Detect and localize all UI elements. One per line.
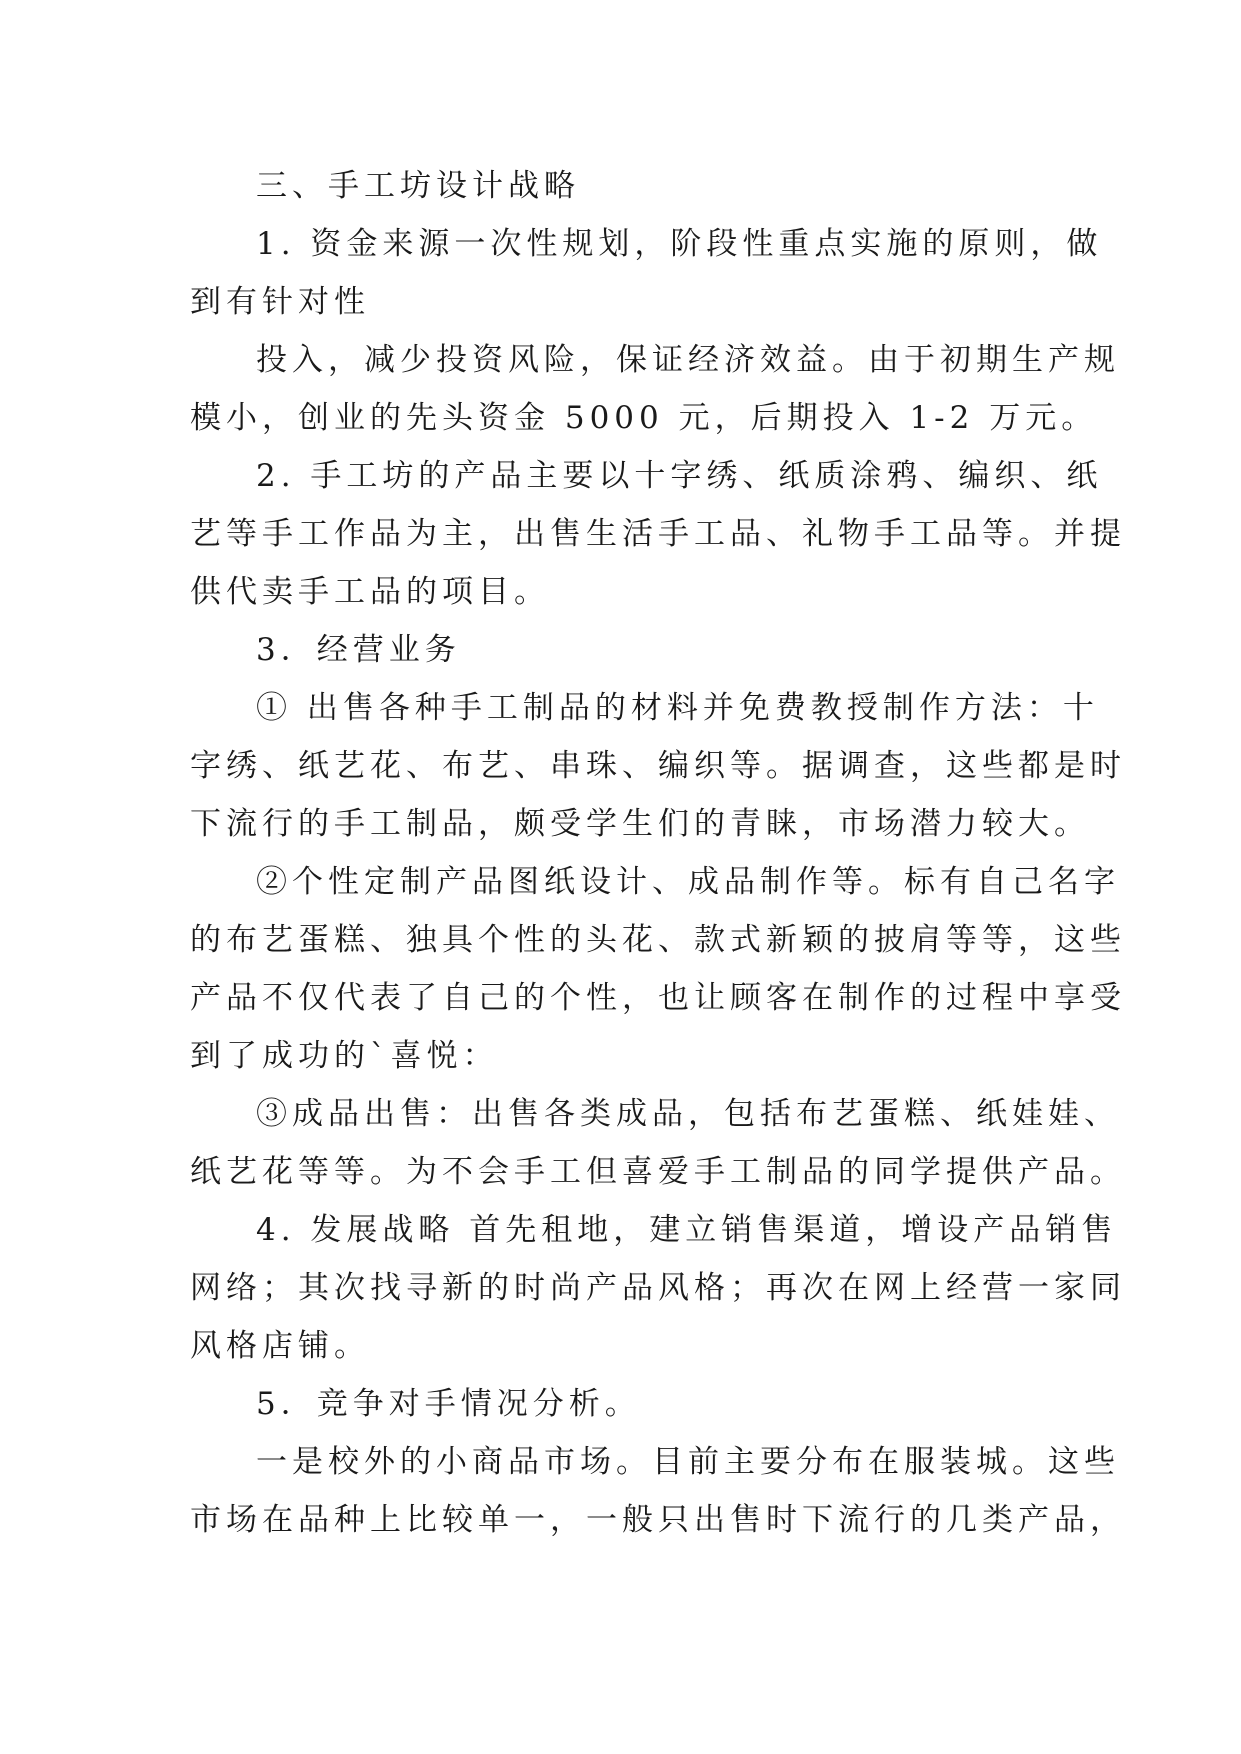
paragraph-line: 4. 发展战略 首先租地，建立销售渠道，增设产品销售 <box>256 1212 1118 1248</box>
paragraph-line: 供代卖手工品的项目。 <box>190 574 550 610</box>
paragraph-line: 2. 手工坊的产品主要以十字绣、纸质涂鸦、编织、纸 <box>256 458 1103 494</box>
paragraph-line: 产品不仅代表了自己的个性，也让顾客在制作的过程中享受 <box>190 980 1126 1016</box>
paragraph-line: 纸艺花等等。为不会手工但喜爱手工制品的同学提供产品。 <box>190 1154 1126 1190</box>
paragraph-line: 市场在品种上比较单一，一般只出售时下流行的几类产品， <box>190 1502 1126 1538</box>
paragraph-line: 字绣、纸艺花、布艺、串珠、编织等。据调查，这些都是时 <box>190 748 1126 784</box>
section-heading: 三、手工坊设计战略 <box>256 168 580 204</box>
paragraph-line: 模小，创业的先头资金 5000 元，后期投入 1-2 万元。 <box>190 400 1098 436</box>
paragraph-line: 1. 资金来源一次性规划，阶段性重点实施的原则，做 <box>256 226 1103 262</box>
paragraph-line: 3．经营业务 <box>256 632 461 668</box>
paragraph-line: 到有针对性 <box>190 284 370 320</box>
paragraph-line: 艺等手工作品为主，出售生活手工品、礼物手工品等。并提 <box>190 516 1126 552</box>
paragraph-line: ① 出售各种手工制品的材料并免费教授制作方法：十 <box>256 690 1099 726</box>
paragraph-line: 下流行的手工制品，颇受学生们的青睐，市场潜力较大。 <box>190 806 1090 842</box>
paragraph-line: 的布艺蛋糕、独具个性的头花、款式新颖的披肩等等，这些 <box>190 922 1126 958</box>
paragraph-line: 投入，减少投资风险，保证经济效益。由于初期生产规 <box>256 342 1120 378</box>
paragraph-line: 一是校外的小商品市场。目前主要分布在服装城。这些 <box>256 1444 1120 1480</box>
paragraph-line: 5．竞争对手情况分析。 <box>256 1386 641 1422</box>
paragraph-line: ②个性定制产品图纸设计、成品制作等。标有自己名字 <box>256 864 1120 900</box>
paragraph-line: 风格店铺。 <box>190 1328 370 1364</box>
paragraph-line: ③成品出售：出售各类成品，包括布艺蛋糕、纸娃娃、 <box>256 1096 1120 1132</box>
paragraph-line: 网络；其次找寻新的时尚产品风格；再次在网上经营一家同 <box>190 1270 1126 1306</box>
paragraph-line: 到了成功的`喜悦： <box>190 1038 499 1074</box>
